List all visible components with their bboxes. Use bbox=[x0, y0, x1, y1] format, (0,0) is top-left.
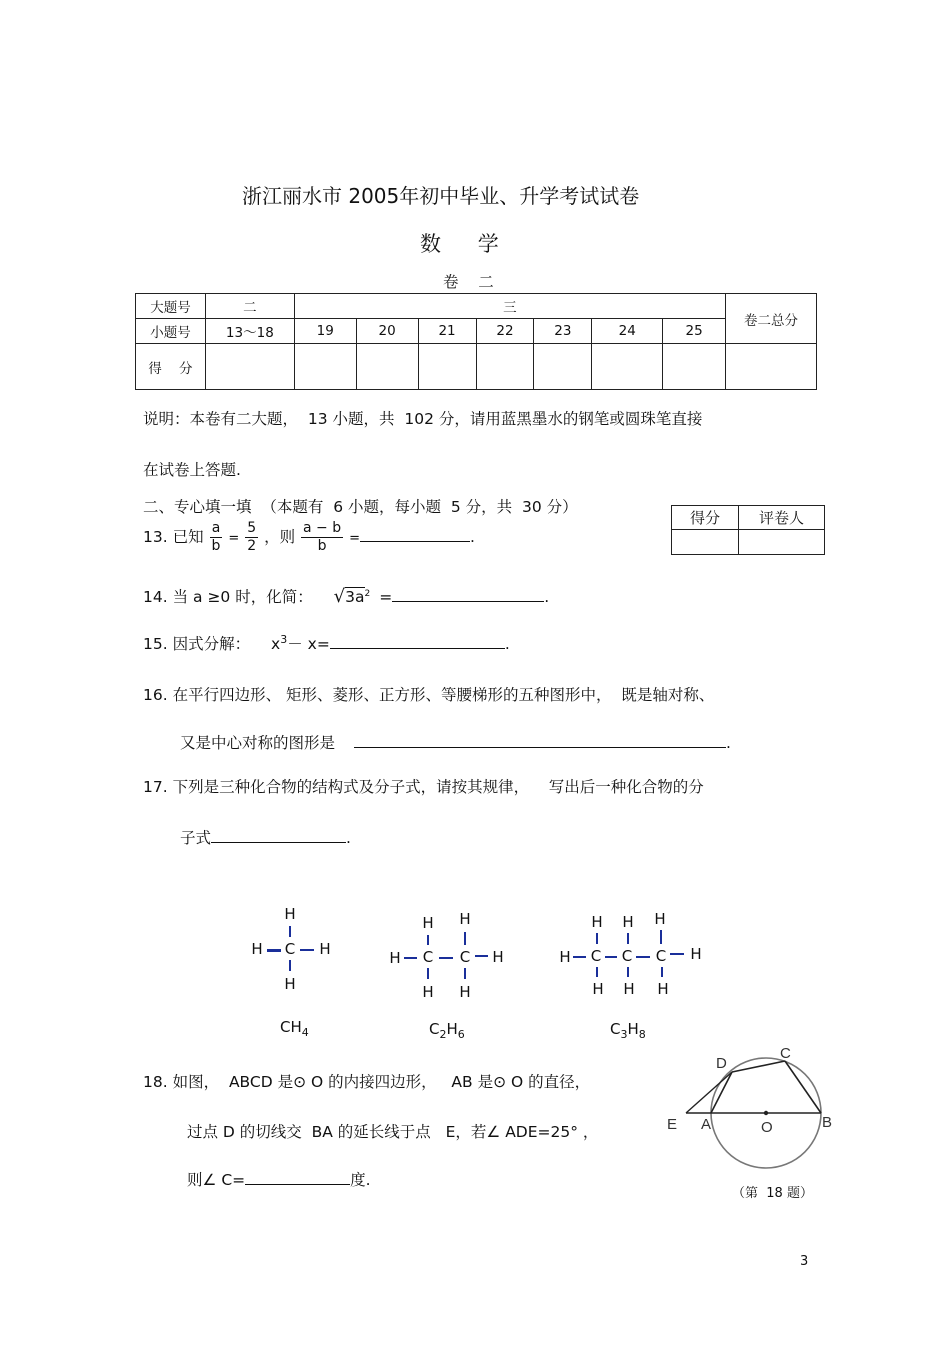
score-entry[interactable] bbox=[294, 344, 356, 390]
score-table-cell: 13～18 bbox=[205, 319, 294, 344]
answer-blank[interactable] bbox=[211, 826, 346, 843]
q18-line3: 则∠ C= bbox=[187, 1171, 246, 1189]
formula-main: C bbox=[429, 1020, 440, 1038]
q16-line2: 又是中心对称的图形是 bbox=[180, 734, 336, 752]
atom-h: H bbox=[623, 980, 635, 998]
q16-line1: 在平行四边形、 矩形、菱形、正方形、等腰梯形的五种图形中， 既是轴对称、 bbox=[172, 686, 715, 704]
question-number: 17. bbox=[143, 778, 168, 796]
bond bbox=[596, 967, 598, 977]
equals-sign: = bbox=[349, 531, 360, 546]
bond bbox=[267, 949, 281, 952]
bond bbox=[661, 967, 663, 977]
q14-text: 当 a ≥0 时，化简： bbox=[172, 588, 313, 606]
q18-line2: 过点 D 的切线交 BA 的延长线于点 E，若∠ ADE=25° ， bbox=[187, 1123, 599, 1141]
answer-blank[interactable] bbox=[392, 585, 544, 602]
formula-main: C bbox=[610, 1020, 621, 1038]
score-table-cell: 22 bbox=[476, 319, 534, 344]
q18-line1: 如图， ABCD 是⊙ O 的内接四边形， AB 是⊙ O 的直径， bbox=[172, 1073, 591, 1091]
score-table-cell: 19 bbox=[294, 319, 356, 344]
question-17-cont bbox=[180, 826, 351, 848]
subject-title: 数 学 bbox=[420, 232, 501, 256]
structure-c3h8 bbox=[558, 910, 708, 1000]
atom-h: H bbox=[251, 940, 263, 958]
atom-c: C bbox=[655, 947, 667, 965]
atom-h: H bbox=[389, 949, 401, 967]
equals-sign: = bbox=[379, 588, 393, 606]
answer-blank[interactable] bbox=[245, 1168, 350, 1185]
atom-h: H bbox=[319, 940, 331, 958]
bond bbox=[289, 960, 291, 971]
figure-18-diagram bbox=[660, 1040, 840, 1180]
question-number: 18. bbox=[143, 1073, 168, 1091]
score-table-cell: 小题号 bbox=[136, 319, 206, 344]
question-18-cont1 bbox=[187, 1120, 598, 1142]
paper-label: 卷 二 bbox=[443, 273, 494, 291]
formula-main: CH bbox=[280, 1018, 302, 1036]
page-number: 3 bbox=[800, 1254, 809, 1269]
bond bbox=[627, 967, 629, 977]
variable-x: x bbox=[271, 635, 281, 653]
atom-h: H bbox=[622, 913, 634, 931]
question-number: 16. bbox=[143, 686, 168, 704]
radical-sign: √ bbox=[333, 586, 346, 607]
formula-main: H bbox=[627, 1020, 639, 1038]
grader-table bbox=[671, 505, 825, 555]
center-dot bbox=[764, 1111, 768, 1115]
fraction-numerator: 5 bbox=[247, 520, 257, 536]
bond bbox=[464, 932, 466, 945]
formula-subscript: 6 bbox=[457, 1028, 465, 1041]
atom-h: H bbox=[459, 910, 471, 928]
period: . bbox=[469, 528, 475, 546]
figure-18-caption: （第 18 题） bbox=[732, 1186, 813, 1201]
bond bbox=[300, 949, 314, 951]
question-number: 13. bbox=[143, 528, 168, 546]
exponent: 3 bbox=[280, 632, 288, 646]
atom-h: H bbox=[284, 905, 296, 923]
period: . bbox=[725, 734, 731, 752]
formula-subscript: 8 bbox=[638, 1028, 646, 1041]
atom-h: H bbox=[559, 948, 571, 966]
answer-blank[interactable] bbox=[354, 731, 726, 748]
atom-h: H bbox=[591, 913, 603, 931]
label-o: O bbox=[761, 1119, 773, 1136]
chord-dc bbox=[732, 1061, 785, 1072]
score-entry[interactable] bbox=[534, 344, 592, 390]
label-d: D bbox=[716, 1055, 727, 1072]
label-b: B bbox=[822, 1114, 833, 1131]
score-entry[interactable] bbox=[592, 344, 663, 390]
score-table-cell: 24 bbox=[592, 319, 663, 344]
period: . bbox=[504, 635, 510, 653]
fraction-a-b bbox=[210, 520, 223, 555]
fraction-numerator: a bbox=[210, 520, 223, 538]
score-table-cell: 25 bbox=[663, 319, 726, 344]
question-16 bbox=[143, 683, 714, 705]
equals-sign: = bbox=[228, 531, 240, 546]
formula-c2h6 bbox=[429, 1020, 465, 1041]
q17-line2: 子式 bbox=[180, 829, 212, 847]
score-entry[interactable] bbox=[663, 344, 726, 390]
atom-h: H bbox=[592, 980, 604, 998]
exam-title: 浙江丽水市 2005年初中毕业、升学考试试卷 bbox=[242, 184, 640, 208]
atom-h: H bbox=[492, 948, 504, 966]
bond bbox=[596, 933, 598, 944]
atom-c: C bbox=[621, 947, 633, 965]
q13-text: 已知 bbox=[172, 528, 204, 546]
question-17 bbox=[143, 775, 704, 797]
atom-c: C bbox=[422, 948, 434, 966]
bond bbox=[464, 968, 466, 979]
score-entry[interactable] bbox=[418, 344, 476, 390]
label-a: A bbox=[701, 1116, 712, 1133]
q17-line1: 下列是三种化合物的结构式及分子式，请按其规律， 写出后一种化合物的分 bbox=[172, 778, 704, 796]
instructions-line1: 说明：本卷有二大题， 13 小题，共 102 分，请用蓝黑墨水的钢笔或圆珠笔直接 bbox=[143, 410, 703, 428]
q18-unit: 度. bbox=[350, 1171, 371, 1189]
score-table-cell: 23 bbox=[534, 319, 592, 344]
answer-blank[interactable] bbox=[360, 525, 470, 542]
score-entry[interactable] bbox=[356, 344, 418, 390]
grader-cell: 评卷人 bbox=[739, 506, 825, 530]
bond bbox=[660, 930, 662, 944]
structure-ch4 bbox=[250, 905, 340, 995]
score-table-cell: 卷二总分 bbox=[726, 294, 817, 344]
bond bbox=[289, 926, 291, 937]
grader-entry[interactable] bbox=[672, 530, 739, 555]
atom-h: H bbox=[284, 975, 296, 993]
score-entry[interactable] bbox=[476, 344, 534, 390]
bond bbox=[475, 955, 488, 957]
formula-subscript: 4 bbox=[301, 1026, 309, 1039]
structure-c2h6 bbox=[388, 910, 518, 1000]
question-14 bbox=[143, 585, 549, 607]
bond bbox=[439, 957, 453, 959]
label-c: C bbox=[780, 1045, 791, 1062]
period: . bbox=[346, 829, 351, 847]
q15-expression: － x= bbox=[287, 635, 330, 653]
fraction-numerator: a − b bbox=[303, 520, 342, 536]
score-table-cell: 20 bbox=[356, 319, 418, 344]
atom-c: C bbox=[590, 947, 602, 965]
bond bbox=[627, 933, 629, 944]
fraction-denominator: 2 bbox=[247, 538, 257, 554]
fraction-denominator: b bbox=[211, 538, 221, 554]
score-entry[interactable] bbox=[205, 344, 294, 390]
question-number: 14. bbox=[143, 588, 168, 606]
radicand: 3a bbox=[345, 588, 365, 606]
q15-text: 因式分解： bbox=[172, 635, 251, 653]
formula-subscript: 3 bbox=[620, 1028, 628, 1041]
formula-ch4 bbox=[280, 1018, 309, 1039]
score-entry[interactable] bbox=[726, 344, 817, 390]
formula-c3h8 bbox=[610, 1020, 646, 1041]
atom-c: C bbox=[459, 948, 471, 966]
fraction-a-minus-b-over-b bbox=[301, 520, 343, 555]
answer-blank[interactable] bbox=[330, 632, 505, 649]
score-table-cell: 三 bbox=[294, 294, 725, 319]
section-heading: 二、专心填一填 （本题有 6 小题，每小题 5 分，共 30 分） bbox=[143, 498, 578, 516]
bond bbox=[404, 957, 417, 959]
bond bbox=[573, 956, 586, 958]
chord-cb bbox=[785, 1061, 821, 1113]
tangent-ed bbox=[686, 1072, 732, 1113]
exponent: 2 bbox=[364, 588, 371, 599]
bond bbox=[427, 935, 429, 945]
question-number: 15. bbox=[143, 635, 168, 653]
bond bbox=[636, 956, 650, 958]
question-13 bbox=[143, 520, 475, 555]
question-18 bbox=[143, 1070, 590, 1092]
fraction-denominator: b bbox=[317, 538, 327, 554]
question-15 bbox=[143, 632, 510, 654]
label-e: E bbox=[667, 1116, 678, 1133]
score-table-cell: 得 分 bbox=[136, 344, 206, 390]
bond bbox=[427, 968, 429, 979]
score-table-cell: 21 bbox=[418, 319, 476, 344]
atom-h: H bbox=[422, 914, 434, 932]
fraction-5-2 bbox=[245, 520, 258, 555]
atom-h: H bbox=[657, 980, 669, 998]
period: . bbox=[544, 588, 550, 606]
q13-text: ，则 bbox=[264, 528, 296, 546]
atom-h: H bbox=[422, 983, 434, 1001]
atom-h: H bbox=[654, 910, 666, 928]
question-16-cont bbox=[180, 731, 731, 753]
atom-c: C bbox=[284, 940, 296, 958]
formula-subscript: 2 bbox=[439, 1028, 447, 1041]
instructions-line2: 在试卷上答题. bbox=[143, 461, 241, 479]
bond bbox=[670, 953, 684, 955]
bond bbox=[605, 956, 617, 958]
question-18-cont2 bbox=[187, 1168, 371, 1190]
score-table bbox=[135, 293, 817, 390]
grader-entry[interactable] bbox=[739, 530, 825, 555]
score-table-cell: 二 bbox=[205, 294, 294, 319]
atom-h: H bbox=[459, 983, 471, 1001]
grader-cell: 得分 bbox=[672, 506, 739, 530]
formula-main: H bbox=[446, 1020, 458, 1038]
score-table-cell: 大题号 bbox=[136, 294, 206, 319]
atom-h: H bbox=[690, 945, 702, 963]
